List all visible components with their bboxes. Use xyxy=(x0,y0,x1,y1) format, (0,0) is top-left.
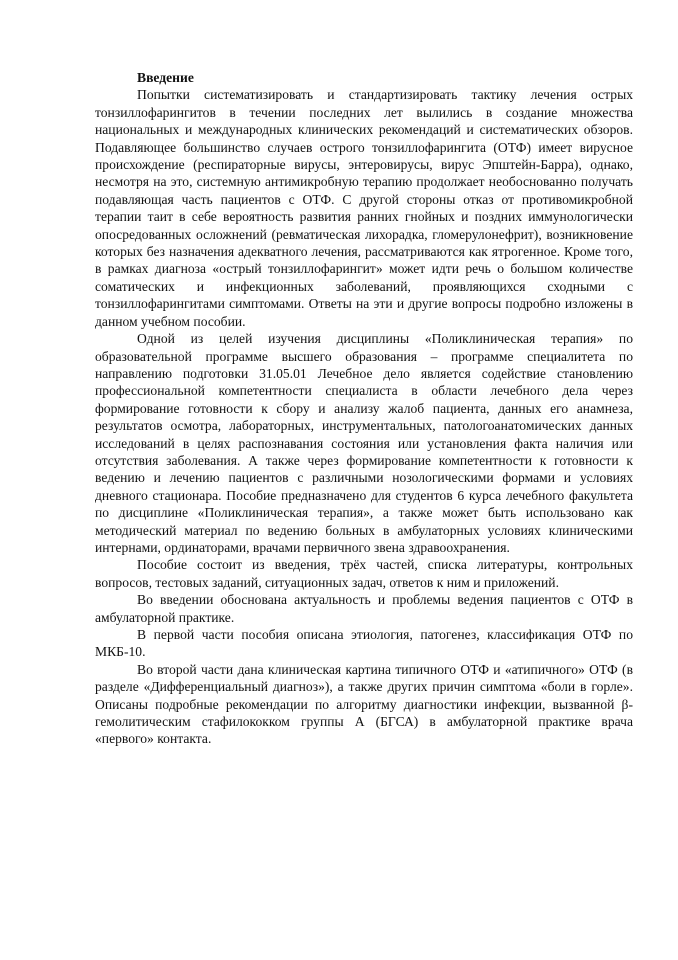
paragraph-structure: Пособие состоит из введения, трёх частей, списка литературы, контрольных вопросов, тестовых заданий, ситуационных задач, ответов к ним и приложений. xyxy=(95,557,633,590)
section-heading: Введение xyxy=(137,70,194,85)
document-body xyxy=(95,69,633,748)
paragraph-discipline-goals: Одной из целей изучения дисциплины «Поликлиническая терапия» по образовательной программе высшего образования – программе специалитета по направлению подготовки 31.05.01 Лечебное дело является содействие становлению профессиональной компетентности специалиста в области лечебного дела через формирование готовности к сбору и анализу жалоб пациента, данных его анамнеза, результатов осмотра, лабораторных, инструментальных, патологоанатомических данных исследований в целях распознавания состояния или установления факта наличия или отсутствия заболевания. А также через формирование компетентности к готовности к ведению и лечению пациентов с различными нозологическими формами и условиях дневного стационара. Пособие предназначено для студентов 6 курса лечебного факультета по дисциплине «Поликлиническая терапия», а также может быть использовано как методический материал по ведению больных в амбулаторных условиях клиническими интернами, ординаторами, врачами первичного звена здравоохранения. xyxy=(95,331,633,555)
paragraph-part-two: Во второй части дана клиническая картина типичного ОТФ и «атипичного» ОТФ (в разделе «Дифференциальный диагноз»), а также других причин симптома «боли в горле». Описаны подробные рекомендации по алгоритму диагностики инфекции, вызванной β-гемолитическим стафилококком группы А (БГСА) в амбулаторной практике врача «первого» контакта. xyxy=(95,661,633,747)
paragraph-intro: Попытки систематизировать и стандартизировать тактику лечения острых тонзиллофарингитов в течении последних лет вылились в создание множества национальных и международных клинических рекомендаций и систематических обзоров. Подавляющее большинство случаев острого тонзиллофарингита (ОТФ) имеет вирусное происхождение (респираторные вирусы, энтеровирусы, вирус Эпштейн-Барра), однако, несмотря на это, системную антимикробную терапию продолжает необоснованно получать подавляющая часть пациентов с ОТФ. С другой стороны отказ от противомикробной терапии таит в себе вероятность развития ранних гнойных и поздних иммунологически опосредованных осложнений (ревматическая лихорадка, гломерулонефрит), возникновение которых без назначения адекватного лечения, рассматриваются как ятрогенное. Кроме того, в рамках диагноза «острый тонзиллофарингит» может идти речь о большом количестве соматических и инфекционных заболеваний, проявляющихся сходными с тонзиллофарингитами симптомами. Ответы на эти и другие вопросы подробно изложены в данном учебном пособии. xyxy=(95,87,633,329)
paragraph-part-one: В первой части пособия описана этиология, патогенез, классификация ОТФ по МКБ-10. xyxy=(95,627,633,660)
paragraph-introduction-summary: Во введении обоснована актуальность и проблемы ведения пациентов с ОТФ в амбулаторной практике. xyxy=(95,592,633,625)
